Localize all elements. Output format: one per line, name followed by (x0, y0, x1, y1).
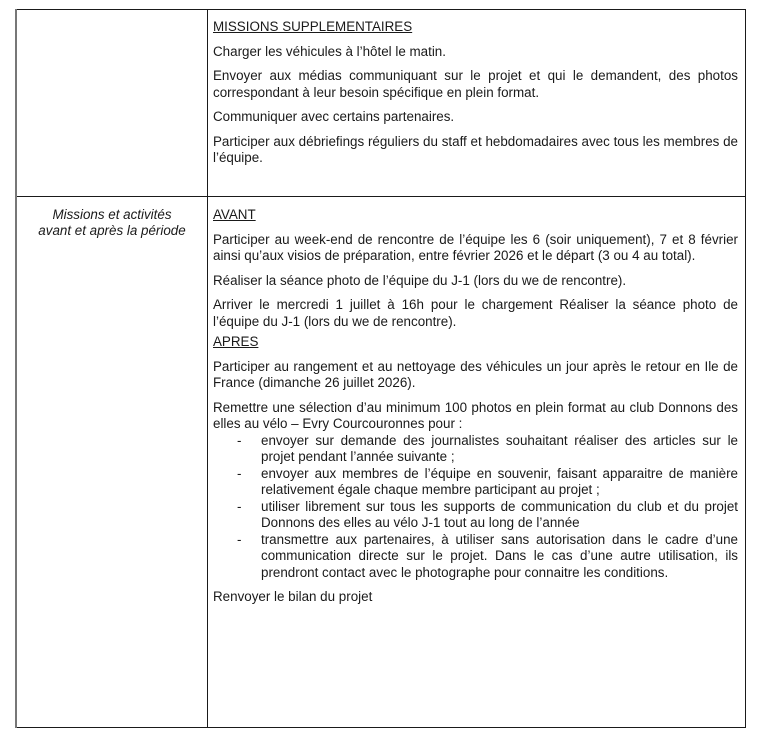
section-heading-avant: AVANT (213, 207, 256, 222)
dash-bullet-icon: - (237, 498, 242, 514)
row-label-line: avant et après la période (38, 223, 186, 238)
list-item: - envoyer aux membres de l’équipe en souvenir, faisant apparaitre de manière relativement égale chaque membre participant au projet ; (237, 465, 738, 497)
row-label-cell (16, 197, 208, 728)
dash-bullet-icon: - (237, 432, 242, 448)
paragraph: Participer au week-end de rencontre de l’équipe les 6 (soir uniquement), 7 et 8 février ainsi qu’aux visios de préparation, entre février 2026 et le départ (3 ou 4 au total). (213, 231, 738, 263)
dash-bullet-icon: - (237, 531, 242, 547)
paragraph: Charger les véhicules à l’hôtel le matin. (213, 43, 446, 59)
paragraph: Arriver le mercredi 1 juillet à 16h pour le chargement Réaliser la séance photo de l’équipe du J-1 (lors du we de rencontre). (213, 297, 738, 329)
section-heading-apres: APRES (213, 334, 259, 349)
usage-list (213, 433, 738, 582)
row-label-cell-empty (16, 10, 208, 197)
row-content-cell (208, 197, 746, 728)
table-row-avant-apres (16, 197, 746, 728)
paragraph: Participer au rangement et au nettoyage des véhicules un jour après le retour en Ile de France (dimanche 26 juillet 2026). (213, 358, 738, 390)
table-row-missions-supplementaires (16, 10, 746, 197)
row-content-cell (208, 10, 746, 197)
row-label-line: Missions et activités (52, 207, 172, 222)
missions-table (15, 9, 746, 728)
paragraph: Réaliser la séance photo de l’équipe du J-1 (lors du we de rencontre). (213, 272, 627, 288)
closing-paragraph: Renvoyer le bilan du projet (213, 589, 373, 604)
dash-bullet-icon: - (237, 465, 242, 481)
row-label (17, 197, 207, 239)
paragraph: Participer aux débriefings réguliers du staff et hebdomadaires avec tous les membres de l’équipe. (213, 133, 738, 165)
list-item: - transmettre aux partenaires, à utiliser sans autorisation dans le cadre d’une communication directe sur le projet. Dans le cas d’une autre utilisation, ils prendront contact avec le photographe pour connaitre les conditions. (237, 531, 738, 580)
paragraph: Communiquer avec certains partenaires. (213, 109, 455, 124)
list-item: - utiliser librement sur tous les supports de communication du club et du projet Donnons des elles au vélo J-1 tout au long de l’année (237, 498, 738, 530)
paragraph: Remettre une sélection d’au minimum 100 photos en plein format au club Donnons des elles au vélo – Evry Courcouronnes pour : (213, 399, 738, 431)
section-heading-missions-supplementaires: MISSIONS SUPPLEMENTAIRES (213, 19, 413, 34)
paragraph: Envoyer aux médias communiquant sur le projet et qui le demandent, des photos correspondant à leur besoin spécifique en plein format. (213, 68, 738, 100)
list-item: - envoyer sur demande des journalistes souhaitant réaliser des articles sur le projet pendant l’année suivante ; (237, 432, 738, 464)
